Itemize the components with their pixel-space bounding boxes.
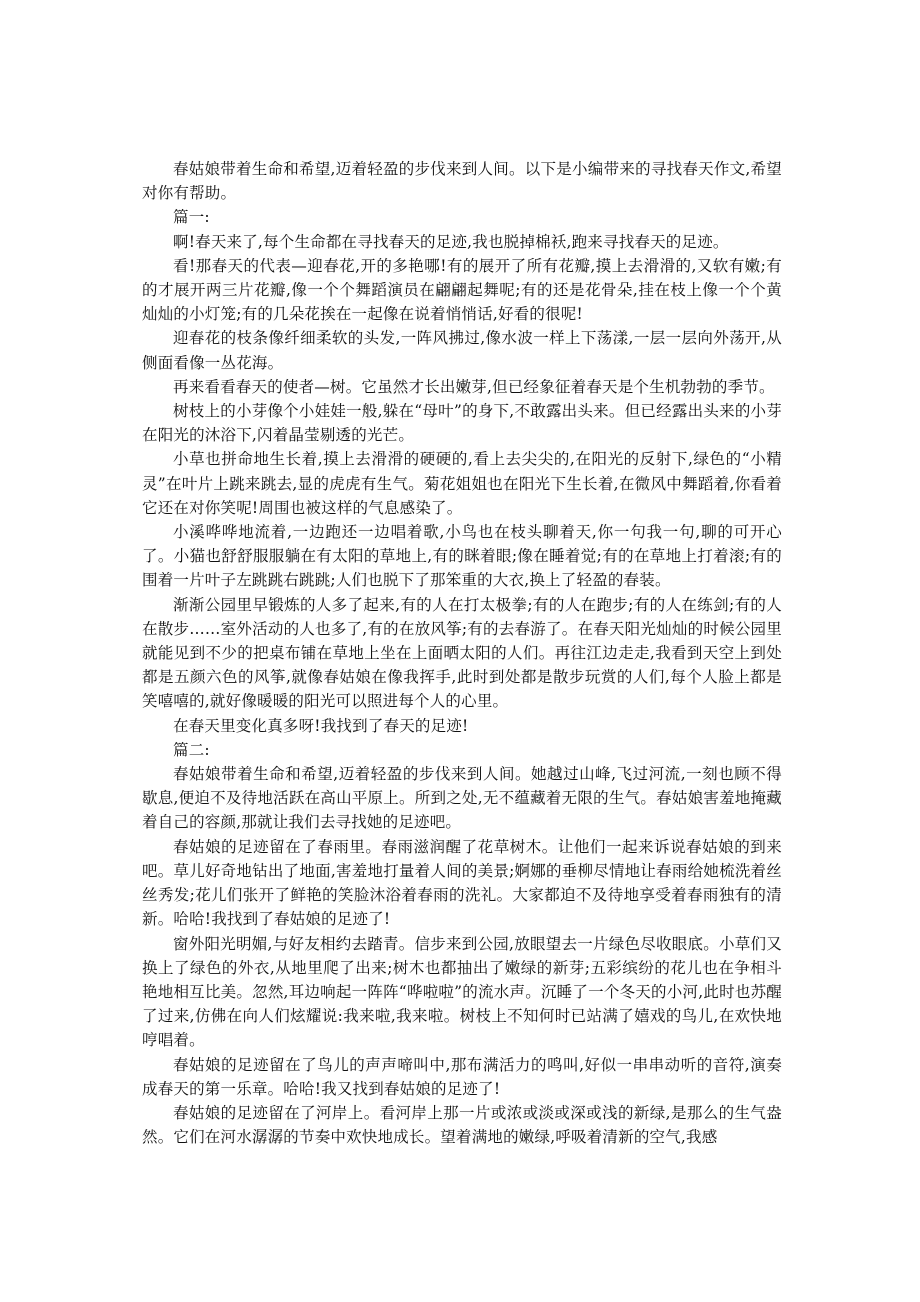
body-paragraph: 看!那春天的代表—迎春花,开的多艳哪!有的展开了所有花瓣,摸上去滑滑的,又软有嫩;有的才展开两三片花瓣,像一个个舞蹈演员在翩翩起舞呢;有的还是花骨朵,挂在枝上像一个个黄灿灿的小灯笼;有的几朵花挨在一起像在说着悄悄话,好看的很呢!	[142, 256, 782, 324]
body-paragraph: 再来看看春天的使者—树。它虽然才长出嫩芽,但已经象征着春天是个生机勃勃的季节。	[173, 377, 775, 396]
body-paragraph: 春姑娘的足迹留在了河岸上。看河岸上那一片或浓或淡或深或浅的新绿,是那么的生气盎然。它们在河水潺潺的节奏中欢快地成长。望着满地的嫩绿,呼吸着清新的空气,我感	[142, 1103, 782, 1147]
body-paragraph: 春姑娘的足迹留在了春雨里。春雨滋润醒了花草树木。让他们一起来诉说春姑娘的到来吧。草儿好奇地钻出了地面,害羞地打量着人间的美景;婀娜的垂柳尽情地让春雨给她梳洗着丝丝秀发;花儿们张开了鲜艳的笑脸沐浴着春雨的洗礼。大家都迫不及待地享受着春雨独有的清新。哈哈!我找到了春姑娘的足迹了!	[142, 837, 782, 929]
section-heading-one: 篇一:	[173, 208, 210, 227]
body-paragraph: 春姑娘的足迹留在了鸟儿的声声啼叫中,那布满活力的鸣叫,好似一串串动听的音符,演奏成春天的第一乐章。哈哈!我又找到春姑娘的足迹了!	[142, 1055, 782, 1098]
body-paragraph: 窗外阳光明媚,与好友相约去踏青。信步来到公园,放眼望去一片绿色尽收眼底。小草们又换上了绿色的外衣,从地里爬了出来;树木也都抽出了嫩绿的新芽;五彩缤纷的花儿也在争相斗艳地相互比美。忽然,耳边响起一阵阵“哗啦啦”的流水声。沉睡了一个冬天的小河,此时也苏醒了过来,仿佛在向人们炫耀说:我来啦,我来啦。树枝上不知何时已站满了嬉戏的鸟儿,在欢快地哼唱着。	[142, 934, 782, 1050]
body-paragraph: 树枝上的小芽像个小娃娃一般,躲在“母叶”的身下,不敢露出头来。但已经露出头来的小芽在阳光的沐浴下,闪着晶莹剔透的光芒。	[142, 402, 782, 445]
body-paragraph: 小草也拼命地生长着,摸上去滑滑的硬硬的,看上去尖尖的,在阳光的反射下,绿色的“小精灵”在叶片上跳来跳去,显的虎虎有生气。菊花姐姐也在阳光下生长着,在微风中舞蹈着,你看着它还在对你笑呢!周围也被这样的气息感染了。	[142, 450, 782, 517]
body-paragraph: 小溪哗哗地流着,一边跑还一边唱着歌,小鸟也在枝头聊着天,你一句我一句,聊的可开心了。小猫也舒舒服服躺在有太阳的草地上,有的眯着眼;像在睡着觉;有的在草地上打着滚;有的围着一片叶子左跳跳右跳跳;人们也脱下了那笨重的大衣,换上了轻盈的春装。	[142, 523, 782, 590]
body-paragraph: 渐渐公园里早锻炼的人多了起来,有的人在打太极拳;有的人在跑步;有的人在练剑;有的人在散步……室外活动的人也多了,有的在放风筝;有的去春游了。在春天阳光灿灿的时候公园里就能见到不少的把桌布铺在草地上坐在上面晒太阳的人们。再往江边走走,我看到天空上到处都是五颜六色的风筝,就像春姑娘在像我挥手,此时到处都是散步玩赏的人们,每个人脸上都是笑嘻嘻的,就好像暖暖的阳光可以照进每个人的心里。	[142, 595, 782, 711]
article-body	[142, 157, 782, 1149]
body-paragraph: 迎春花的枝条像纤细柔软的头发,一阵风拂过,像水波一样上下荡漾,一层一层向外荡开,从侧面看像一丛花海。	[142, 329, 782, 372]
section-heading-two: 篇二:	[173, 740, 210, 759]
body-paragraph: 啊!春天来了,每个生命都在寻找春天的足迹,我也脱掉棉袄,跑来寻找春天的足迹。	[173, 232, 729, 251]
body-paragraph: 在春天里变化真多呀!我找到了春天的足迹!	[173, 716, 469, 735]
body-paragraph: 春姑娘带着生命和希望,迈着轻盈的步伐来到人间。她越过山峰,飞过河流,一刻也顾不得歇息,便迫不及待地活跃在高山平原上。所到之处,无不蕴藏着无限的生气。春姑娘害羞地掩藏着自己的容颜,那就让我们去寻找她的足迹吧。	[142, 765, 782, 832]
intro-paragraph: 春姑娘带着生命和希望,迈着轻盈的步伐来到人间。以下是小编带来的寻找春天作文,希望对你有帮助。	[142, 160, 782, 203]
